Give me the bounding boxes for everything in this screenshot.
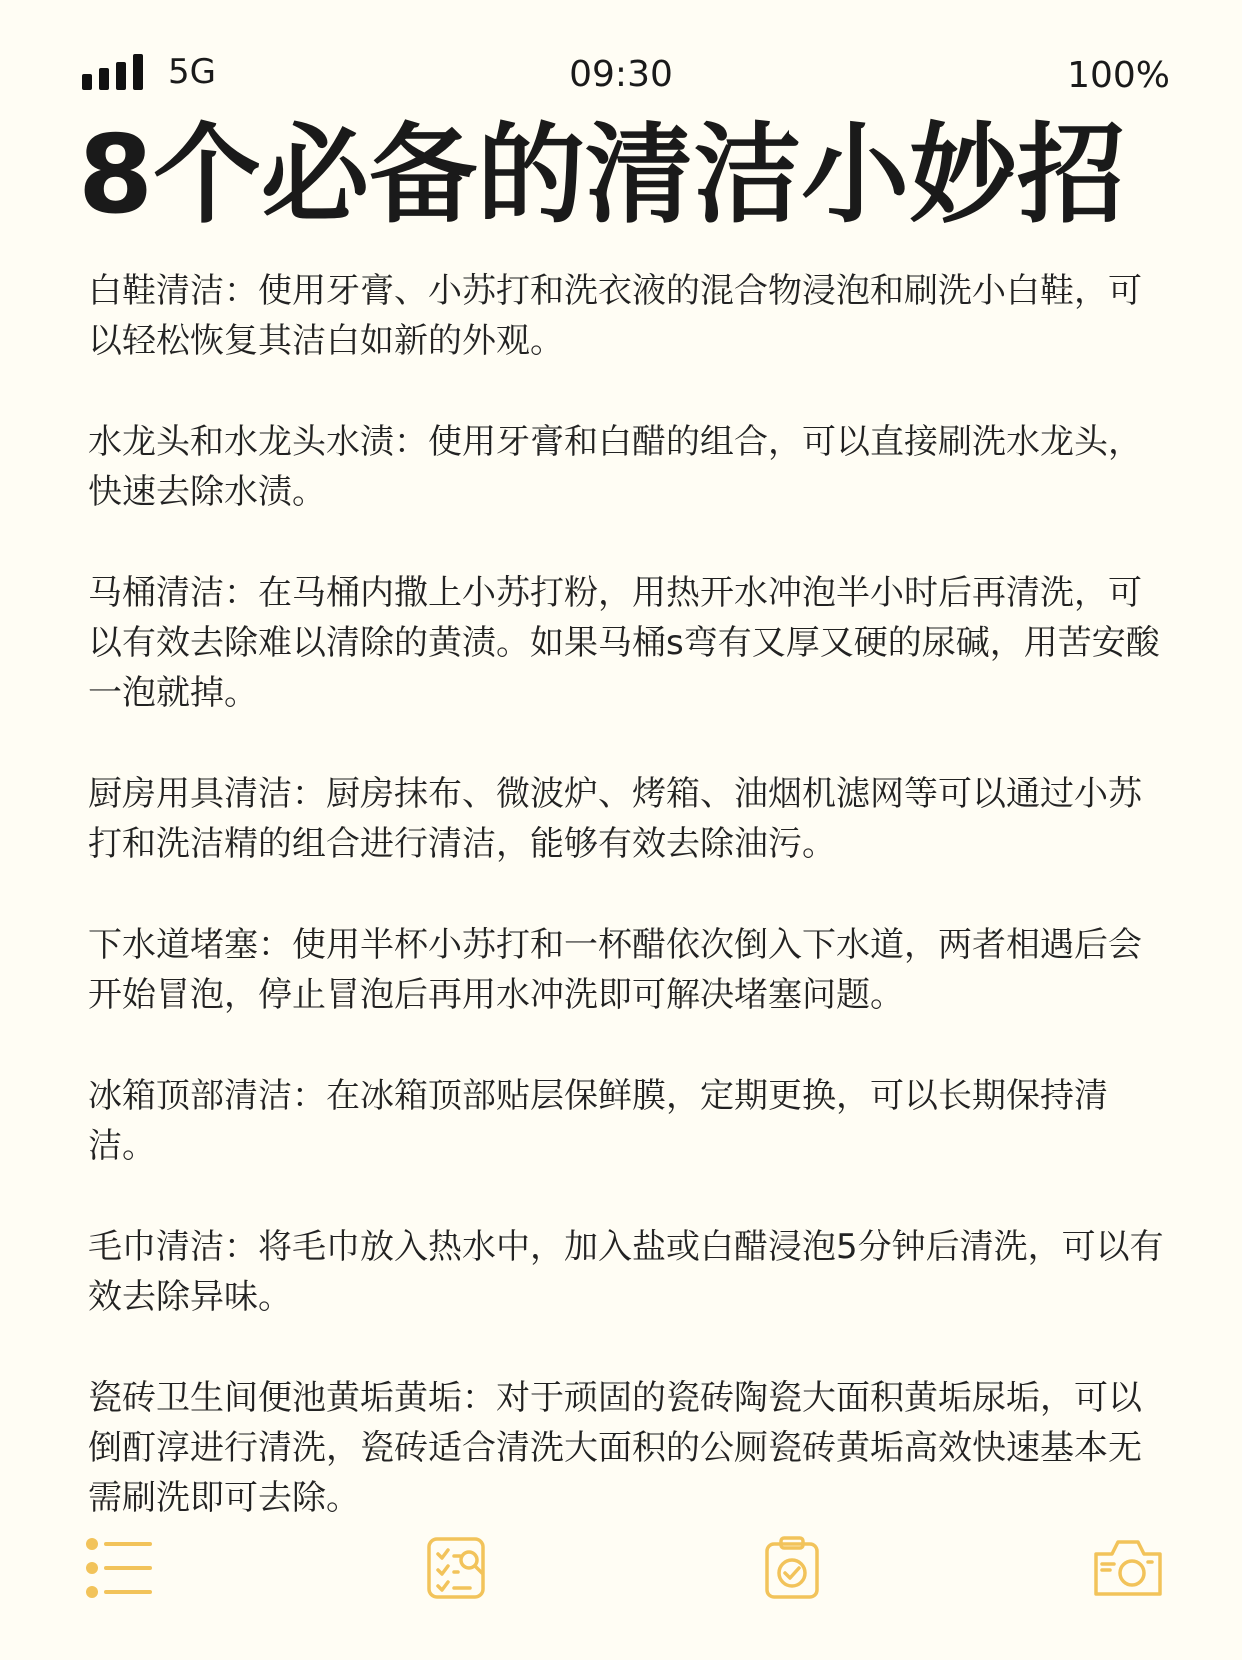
tips-list <box>88 266 1168 1574</box>
clipboard-check-icon[interactable] <box>764 1536 820 1600</box>
page-title: 8个必备的清洁小妙招 <box>78 113 1126 238</box>
tip-towel: 毛巾清洁：将毛巾放入热水中，加入盐或白醋浸泡5分钟后清洗，可以有效去除异味。 <box>88 1227 1164 1317</box>
battery-level: 100% <box>1067 55 1170 96</box>
status-bar <box>0 50 1242 100</box>
tip-toilet: 马桶清洁：在马桶内撒上小苏打粉，用热开水冲泡半小时后再清洗，可以有效去除难以清除的黄渍。如果马桶s弯有又厚又硬的尿碱，用苦安酸一泡就掉。 <box>88 573 1160 713</box>
camera-icon[interactable] <box>1092 1536 1164 1600</box>
checklist-search-icon[interactable] <box>426 1536 488 1600</box>
tip-tiles: 瓷砖卫生间便池黄垢黄垢：对于顽固的瓷砖陶瓷大面积黄垢尿垢，可以倒酊淳进行清洗，瓷砖适合清洗大面积的公厕瓷砖黄垢高效快速基本无需刷洗即可去除。 <box>88 1378 1142 1518</box>
tip-faucet: 水龙头和水龙头水渍：使用牙膏和白醋的组合，可以直接刷洗水龙头，快速去除水渍。 <box>88 422 1142 512</box>
list-icon[interactable] <box>84 1536 154 1600</box>
tip-drain: 下水道堵塞：使用半杯小苏打和一杯醋依次倒入下水道，两者相遇后会开始冒泡，停止冒泡后再用水冲洗即可解决堵塞问题。 <box>88 925 1142 1015</box>
tip-white-shoes: 白鞋清洁：使用牙膏、小苏打和洗衣液的混合物浸泡和刷洗小白鞋，可以轻松恢复其洁白如新的外观。 <box>88 271 1142 361</box>
tip-kitchen: 厨房用具清洁：厨房抹布、微波炉、烤箱、油烟机滤网等可以通过小苏打和洗洁精的组合进行清洁，能够有效去除油污。 <box>88 774 1142 864</box>
network-type: 5G <box>168 52 216 92</box>
clock: 09:30 <box>569 54 673 95</box>
tip-fridge-top: 冰箱顶部清洁：在冰箱顶部贴层保鲜膜，定期更换，可以长期保持清洁。 <box>88 1076 1108 1166</box>
tab-bar <box>0 1536 1242 1606</box>
